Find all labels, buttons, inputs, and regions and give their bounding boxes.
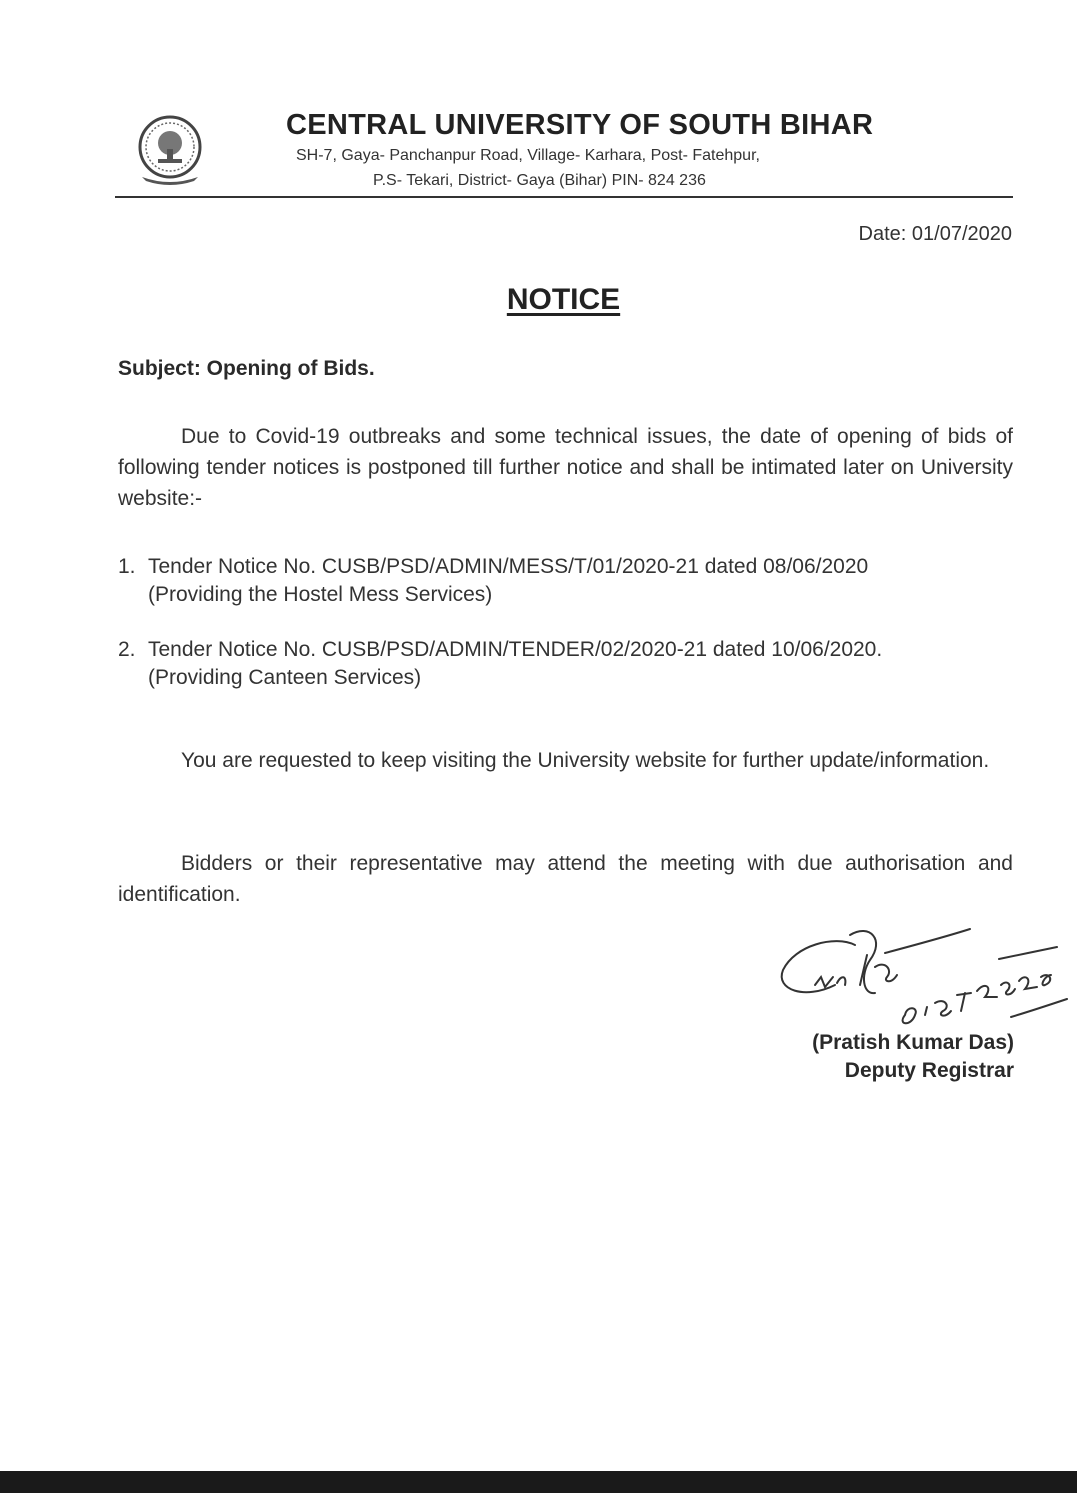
request-paragraph: You are requested to keep visiting the University website for further update/information. — [181, 749, 990, 772]
signer-name: (Pratish Kumar Das) — [812, 1031, 1014, 1054]
tender-reference: Tender Notice No. CUSB/PSD/ADMIN/TENDER/02/2020-21 dated 10/06/2020. — [148, 638, 883, 661]
tender-reference: Tender Notice No. CUSB/PSD/ADMIN/MESS/T/01/2020-21 dated 08/06/2020 — [148, 555, 869, 578]
header-divider — [115, 196, 1013, 198]
tender-description: (Providing Canteen Services) — [148, 666, 422, 689]
scan-edge-bar — [0, 1471, 1077, 1493]
signer-designation: Deputy Registrar — [844, 1059, 1014, 1082]
handwritten-signature — [775, 915, 1075, 1035]
bidders-paragraph: Bidders or their representative may attend the meeting with due authorisation and identification. — [118, 852, 1013, 906]
intro-paragraph: Due to Covid-19 outbreaks and some technical issues, the date of opening of bids of following tender notices is postponed till further notice and shall be intimated later on University website:- — [118, 425, 1013, 510]
tender-list-item — [118, 636, 1018, 692]
tender-description: (Providing the Hostel Mess Services) — [148, 583, 493, 606]
tender-list-item — [118, 553, 1018, 609]
tender-number: 2. — [118, 638, 136, 661]
notice-date: Date: 01/07/2020 — [858, 223, 1012, 245]
notice-title: NOTICE — [506, 283, 621, 316]
address-line-1: SH-7, Gaya- Panchanpur Road, Village- Karhara, Post- Fatehpur, — [296, 147, 760, 164]
address-line-2: P.S- Tekari, District- Gaya (Bihar) PIN- 824 236 — [373, 172, 706, 189]
university-name: CENTRAL UNIVERSITY OF SOUTH BIHAR — [286, 109, 874, 141]
notice-subject: Subject: Opening of Bids. — [118, 357, 375, 380]
tender-number: 1. — [118, 555, 136, 578]
university-emblem-icon — [134, 113, 206, 185]
